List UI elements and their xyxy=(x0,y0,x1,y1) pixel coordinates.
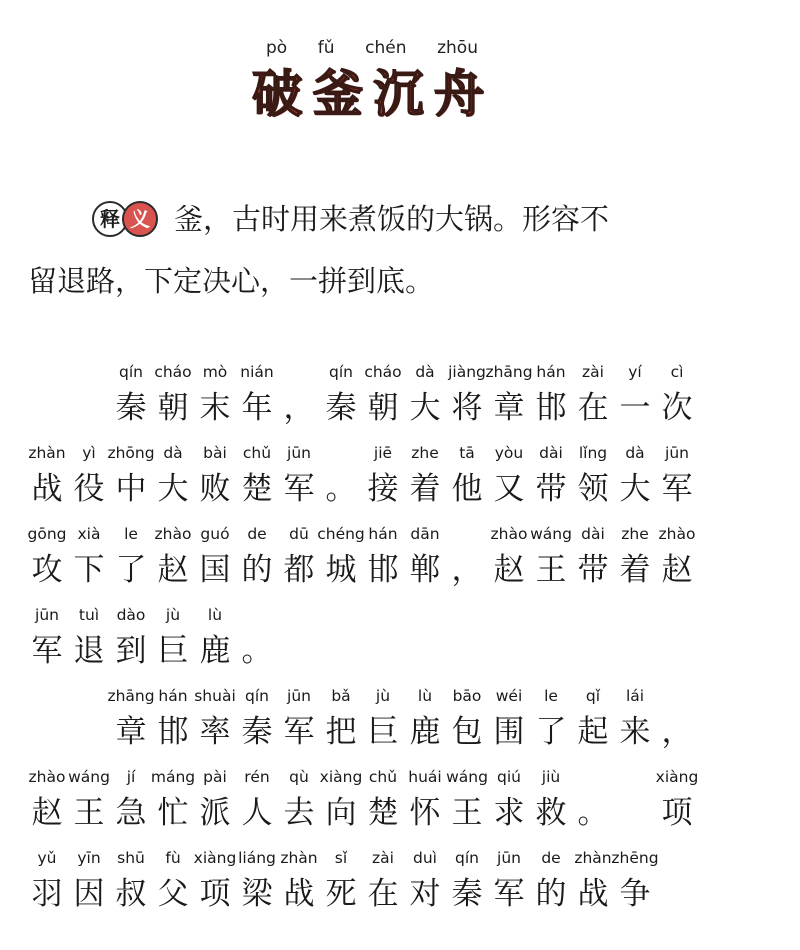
hanzi: 大 xyxy=(619,471,651,507)
character-cell xyxy=(611,848,659,914)
title-character: 舟 xyxy=(433,64,484,123)
hanzi: 败 xyxy=(199,471,231,507)
hanzi: 军 xyxy=(283,714,315,750)
pinyin: bāo xyxy=(452,687,482,705)
hanzi: 了 xyxy=(115,552,147,588)
pinyin: jí xyxy=(126,768,136,786)
pinyin: shuài xyxy=(194,687,236,705)
passage-line xyxy=(26,686,706,767)
pinyin: nián xyxy=(240,363,274,381)
hanzi: 叔 xyxy=(115,876,147,912)
hanzi: ， xyxy=(283,390,315,426)
hanzi: 的 xyxy=(535,876,567,912)
pinyin: fù xyxy=(165,849,181,867)
hanzi: 巨 xyxy=(157,633,189,669)
hanzi: 攻 xyxy=(31,552,63,588)
character-cell xyxy=(656,443,698,509)
title-character: 破 xyxy=(252,64,302,123)
definition-block xyxy=(28,194,708,306)
hanzi: 带 xyxy=(577,552,609,588)
pinyin: bǎ xyxy=(331,687,351,705)
character-cell xyxy=(236,605,278,671)
pinyin: jūn xyxy=(287,444,311,462)
title-character: 沉 xyxy=(373,64,424,123)
pinyin: wáng xyxy=(446,768,488,786)
pinyin: mò xyxy=(202,363,228,381)
pinyin: guó xyxy=(200,525,230,543)
title-character: 釜 xyxy=(312,64,363,123)
hanzi: 战 xyxy=(283,876,315,912)
hanzi: 忙 xyxy=(157,795,189,831)
hanzi: 项 xyxy=(199,876,231,912)
pinyin: dān xyxy=(410,525,440,543)
hanzi: 着 xyxy=(409,471,441,507)
pinyin: zhàn xyxy=(28,444,66,462)
hanzi: 项 xyxy=(661,795,693,831)
definition-badge xyxy=(92,201,158,237)
pinyin: wáng xyxy=(530,525,572,543)
pinyin: jiàng xyxy=(448,363,486,381)
pinyin: yí xyxy=(628,363,642,381)
hanzi: 秦 xyxy=(241,714,273,750)
pinyin: jù xyxy=(375,687,391,705)
pinyin: yīn xyxy=(77,849,101,867)
hanzi: 赵 xyxy=(157,552,189,588)
hanzi: 领 xyxy=(577,471,609,507)
page-title xyxy=(252,66,484,122)
pinyin: sǐ xyxy=(334,849,348,867)
pinyin: zhào xyxy=(490,525,528,543)
hanzi: 军 xyxy=(493,876,525,912)
passage-line xyxy=(26,848,706,929)
pinyin: yì xyxy=(82,444,96,462)
hanzi: 楚 xyxy=(367,795,399,831)
pinyin: jù xyxy=(165,606,181,624)
pinyin: lǐng xyxy=(578,444,608,462)
hanzi: 邯 xyxy=(367,552,399,588)
hanzi: 羽 xyxy=(31,876,63,912)
pinyin: zhāng xyxy=(485,363,533,381)
hanzi: 围 xyxy=(493,714,525,750)
hanzi: 。 xyxy=(577,795,609,831)
hanzi: 邯 xyxy=(157,714,189,750)
hanzi: 率 xyxy=(199,714,231,750)
hanzi: 国 xyxy=(199,552,231,588)
hanzi: 的 xyxy=(241,552,273,588)
pinyin: jūn xyxy=(35,606,59,624)
character-cell xyxy=(656,686,698,752)
pinyin: gōng xyxy=(27,525,67,543)
pinyin: tuì xyxy=(78,606,100,624)
pinyin: pài xyxy=(203,768,227,786)
hanzi: 鹿 xyxy=(199,633,231,669)
hanzi: 到 xyxy=(115,633,147,669)
title-pinyin-syllable: zhōu xyxy=(437,38,478,58)
passage-line xyxy=(26,524,706,605)
pinyin: jiē xyxy=(373,444,393,462)
pinyin xyxy=(224,605,290,625)
hanzi: 秦 xyxy=(451,876,483,912)
pinyin: duì xyxy=(413,849,437,867)
hanzi: 军 xyxy=(661,471,693,507)
pinyin: zhe xyxy=(621,525,649,543)
pinyin: dū xyxy=(289,525,309,543)
pinyin: dài xyxy=(539,444,563,462)
hanzi: 死 xyxy=(325,876,357,912)
hanzi: 在 xyxy=(577,390,609,426)
pinyin: lái xyxy=(625,687,645,705)
badge-char-shi: 释 xyxy=(92,201,128,237)
pinyin: tā xyxy=(459,444,475,462)
hanzi: 秦 xyxy=(325,390,357,426)
pinyin: hán xyxy=(536,363,566,381)
pinyin: zài xyxy=(582,363,604,381)
story-passage xyxy=(26,362,706,929)
pinyin: xiàng xyxy=(319,768,363,786)
passage-line xyxy=(26,443,706,524)
hanzi: 役 xyxy=(73,471,105,507)
hanzi: 年 xyxy=(241,390,273,426)
hanzi: 赵 xyxy=(661,552,693,588)
hanzi: 秦 xyxy=(115,390,147,426)
pinyin: qín xyxy=(455,849,479,867)
pinyin: zhào xyxy=(28,768,66,786)
hanzi: 退 xyxy=(73,633,105,669)
hanzi: 大 xyxy=(157,471,189,507)
pinyin: de xyxy=(541,849,561,867)
pinyin: zhàn xyxy=(280,849,318,867)
title-pinyin xyxy=(266,38,478,58)
character-cell xyxy=(656,362,698,428)
pinyin: qín xyxy=(119,363,143,381)
hanzi: 。 xyxy=(325,471,357,507)
hanzi: 带 xyxy=(535,471,567,507)
hanzi: 怀 xyxy=(409,795,441,831)
pinyin: zài xyxy=(372,849,394,867)
pinyin: cháo xyxy=(364,363,402,381)
hanzi: 争 xyxy=(619,876,651,912)
pinyin: qiú xyxy=(497,768,521,786)
hanzi: 一 xyxy=(619,390,651,426)
pinyin: jiù xyxy=(541,768,561,786)
pinyin: hán xyxy=(158,687,188,705)
pinyin: dài xyxy=(581,525,605,543)
hanzi: 人 xyxy=(241,795,273,831)
title-block xyxy=(232,38,492,122)
hanzi: 大 xyxy=(409,390,441,426)
hanzi: 王 xyxy=(451,795,483,831)
hanzi: 去 xyxy=(283,795,315,831)
pinyin: chǔ xyxy=(368,768,398,786)
hanzi: 赵 xyxy=(493,552,525,588)
pinyin: shū xyxy=(117,849,145,867)
pinyin: bài xyxy=(203,444,227,462)
definition-text-1: 釜，古时用来煮饭的大锅。形容不 xyxy=(174,202,610,236)
pinyin: rén xyxy=(244,768,270,786)
hanzi: 救 xyxy=(535,795,567,831)
pinyin: chǔ xyxy=(242,444,272,462)
pinyin: dà xyxy=(163,444,183,462)
pinyin: cháo xyxy=(154,363,192,381)
hanzi: 下 xyxy=(73,552,105,588)
hanzi: 章 xyxy=(493,390,525,426)
title-pinyin-syllable: pò xyxy=(266,38,288,58)
pinyin: zhe xyxy=(411,444,439,462)
pinyin: qù xyxy=(289,768,309,786)
pinyin: dào xyxy=(116,606,146,624)
pinyin: zhàn xyxy=(574,849,612,867)
pinyin: jūn xyxy=(497,849,521,867)
pinyin: hán xyxy=(368,525,398,543)
pinyin: le xyxy=(124,525,138,543)
pinyin: wáng xyxy=(68,768,110,786)
hanzi: 了 xyxy=(535,714,567,750)
hanzi: 都 xyxy=(283,552,315,588)
hanzi: 接 xyxy=(367,471,399,507)
pinyin: huái xyxy=(408,768,442,786)
passage-line xyxy=(26,362,706,443)
hanzi: 战 xyxy=(577,876,609,912)
pinyin: qín xyxy=(245,687,269,705)
passage-line xyxy=(26,767,706,848)
hanzi: 军 xyxy=(31,633,63,669)
title-pinyin-syllable: chén xyxy=(365,38,407,58)
hanzi: 将 xyxy=(451,390,483,426)
pinyin: qín xyxy=(329,363,353,381)
hanzi: 中 xyxy=(115,471,147,507)
hanzi: 赵 xyxy=(31,795,63,831)
hanzi: 战 xyxy=(31,471,63,507)
hanzi: 求 xyxy=(493,795,525,831)
hanzi: 又 xyxy=(493,471,525,507)
pinyin: qǐ xyxy=(585,687,601,705)
hanzi: 对 xyxy=(409,876,441,912)
pinyin: dà xyxy=(625,444,645,462)
hanzi: ， xyxy=(451,552,483,588)
hanzi: 军 xyxy=(283,471,315,507)
hanzi: 王 xyxy=(535,552,567,588)
hanzi: 郸 xyxy=(409,552,441,588)
hanzi: 鹿 xyxy=(409,714,441,750)
hanzi: 急 xyxy=(115,795,147,831)
passage-line xyxy=(26,605,706,686)
pinyin: zhōng xyxy=(107,444,155,462)
hanzi: 包 xyxy=(451,714,483,750)
pinyin: zhào xyxy=(154,525,192,543)
hanzi: 末 xyxy=(199,390,231,426)
hanzi: 因 xyxy=(73,876,105,912)
badge-char-yi: 义 xyxy=(122,201,158,237)
pinyin: zhào xyxy=(658,525,696,543)
hanzi: 起 xyxy=(577,714,609,750)
hanzi: 邯 xyxy=(535,390,567,426)
pinyin: chéng xyxy=(317,525,365,543)
pinyin: xiàng xyxy=(655,768,699,786)
hanzi: 巨 xyxy=(367,714,399,750)
pinyin: lù xyxy=(417,687,433,705)
definition-line-1 xyxy=(28,194,708,244)
hanzi: 着 xyxy=(619,552,651,588)
pinyin: lù xyxy=(207,606,223,624)
pinyin: wéi xyxy=(495,687,523,705)
pinyin xyxy=(644,686,710,706)
definition-text-2: 留退路，下定决心，一拼到底。 xyxy=(28,264,435,298)
hanzi: 朝 xyxy=(157,390,189,426)
hanzi: 次 xyxy=(661,390,693,426)
hanzi: ， xyxy=(661,714,693,750)
character-cell xyxy=(656,524,698,590)
pinyin: jūn xyxy=(287,687,311,705)
pinyin: de xyxy=(247,525,267,543)
pinyin: máng xyxy=(150,768,196,786)
hanzi: 楚 xyxy=(241,471,273,507)
pinyin: xià xyxy=(77,525,101,543)
character-cell xyxy=(656,767,698,833)
pinyin: dà xyxy=(415,363,435,381)
pinyin: zhāng xyxy=(107,687,155,705)
pinyin: xiàng xyxy=(193,849,237,867)
hanzi: 城 xyxy=(325,552,357,588)
hanzi: 父 xyxy=(157,876,189,912)
hanzi: 把 xyxy=(325,714,357,750)
hanzi: 朝 xyxy=(367,390,399,426)
pinyin: zhēng xyxy=(611,849,659,867)
hanzi xyxy=(614,793,656,833)
hanzi: 向 xyxy=(325,795,357,831)
hanzi: 王 xyxy=(73,795,105,831)
hanzi: 章 xyxy=(115,714,147,750)
hanzi: 在 xyxy=(367,876,399,912)
pinyin: liáng xyxy=(238,849,276,867)
pinyin: jūn xyxy=(665,444,689,462)
hanzi: 梁 xyxy=(241,876,273,912)
hanzi: 派 xyxy=(199,795,231,831)
pinyin: le xyxy=(544,687,558,705)
pinyin: yǔ xyxy=(37,849,57,867)
pinyin: cì xyxy=(670,363,684,381)
hanzi: 他 xyxy=(451,471,483,507)
hanzi: 来 xyxy=(619,714,651,750)
pinyin: yòu xyxy=(494,444,524,462)
title-pinyin-syllable: fǔ xyxy=(317,38,335,58)
hanzi: 。 xyxy=(241,633,273,669)
